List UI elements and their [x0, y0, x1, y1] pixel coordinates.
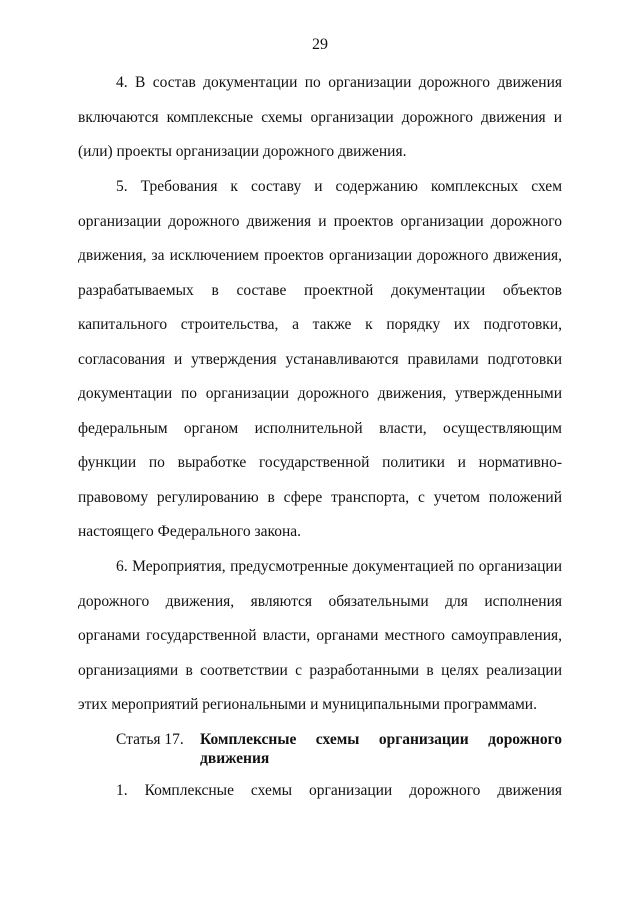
paragraph-6: 6. Мероприятия, предусмотренные документацией по организации дорожного движения, являются обязательными для исполнения органами государственной власти, органами местного самоуправления, организациями в соответствии с разработанными в целях реализации этих мероприятий региональными и муниципальными программами.	[78, 558, 562, 713]
article-number: Статья 17.	[116, 731, 184, 748]
paragraph-6-block	[78, 550, 562, 723]
page-number: 29	[312, 36, 328, 53]
paragraph-4-block	[78, 66, 562, 170]
paragraph-5: 5. Требования к составу и содержанию комплексных схем организации дорожного движения и проектов организации дорожного движения, за исключением проектов организации дорожного движения, разрабатываемых в составе проектной документации объектов капитального строительства, а также к порядку их подготовки, согласования и утверждения устанавливаются правилами подготовки документации по организации дорожного движения, утвержденными федеральным органом исполнительной власти, осуществляющим функции по выработке государственной политики и нормативно-правовому регулированию в сфере транспорта, с учетом положений настоящего Федерального закона.	[78, 178, 562, 540]
paragraph-5-block	[78, 170, 562, 550]
article-paragraph-1: 1. Комплексные схемы организации дорожного движения	[116, 782, 562, 799]
article-title: Комплексные схемы организации дорожного движения	[200, 731, 562, 767]
paragraph-4: 4. В состав документации по организации дорожного движения включаются комплексные схемы организации дорожного движения и (или) проекты организации дорожного движения.	[78, 74, 562, 160]
